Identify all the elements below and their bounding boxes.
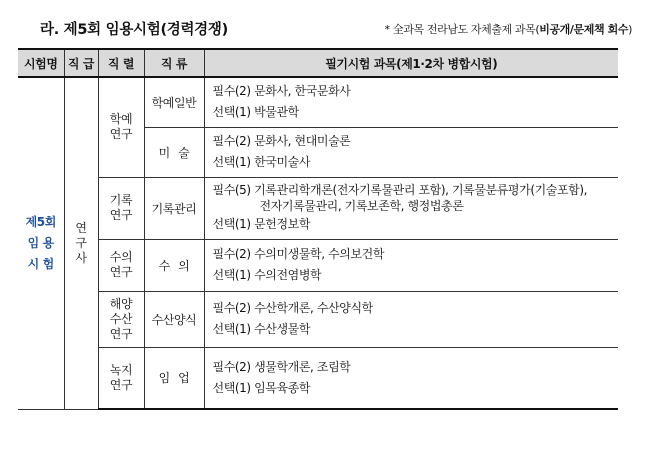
subject-line: 선택(1) 수산생물학 <box>212 322 311 336</box>
subject-line: 선택(1) 수의전염병학 <box>212 268 322 282</box>
subject-line: 전자기록물관리, 기록보존학, 행정법총론 <box>259 198 464 213</box>
table-header-row <box>18 49 618 77</box>
note-suffix: ) <box>628 23 632 36</box>
table-row <box>18 77 618 127</box>
subject-line: 선택(1) 임목육종학 <box>212 380 311 395</box>
subject-line: 필수(2) 수의미생물학, 수의보건학 <box>212 247 385 261</box>
subjects-cell <box>204 77 618 127</box>
grade-char: 연 <box>75 220 87 235</box>
track-cell <box>98 77 144 177</box>
subject-line: 필수(2) 생물학개론, 조림학 <box>212 359 351 374</box>
grade-char: 구 <box>75 235 87 250</box>
subjects-cell <box>204 177 618 239</box>
field-cell: 기록관리 <box>144 177 204 239</box>
field-char: 미 <box>158 145 170 160</box>
section-title: 라. 제5회 임용시험(경력경쟁) <box>40 22 228 38</box>
track-name-line: 연구 <box>109 208 133 222</box>
subjects-cell <box>204 347 618 409</box>
subject-line: 선택(1) 문헌정보학 <box>212 216 311 231</box>
subjects-cell <box>204 239 618 291</box>
exam-name-line: 제5회 <box>25 214 56 229</box>
header-exam-name: 시험명 <box>18 49 64 77</box>
track-name-line: 연구 <box>109 326 133 341</box>
field-char: 업 <box>178 371 190 386</box>
field-cell <box>144 239 204 291</box>
subject-line: 필수(5) 기록관리학개론(전자기록물관리 포함), 기록물분류평가(기술포함), <box>212 182 588 197</box>
subject-line: 필수(2) 문화사, 한국문화사 <box>212 84 351 99</box>
header-subjects: 필기시험 과목(제1·2차 병합시험) <box>204 49 618 77</box>
grade-cell <box>64 77 98 409</box>
track-cell <box>98 177 144 239</box>
track-name-line: 연구 <box>109 127 133 142</box>
track-name-line: 수산 <box>109 311 133 326</box>
note-bold: 비공개/문제책 회수 <box>539 23 629 36</box>
note-prefix: * 全과목 전라남도 자체출제 과목( <box>384 23 540 36</box>
exam-table <box>18 48 618 410</box>
subject-line: 필수(2) 문화사, 현대미술론 <box>212 134 351 148</box>
exam-name-line: 임 용 <box>27 235 54 250</box>
field-char: 수 <box>158 258 170 273</box>
subject-line: 선택(1) 한국미술사 <box>212 155 311 169</box>
track-name-line: 해양 <box>109 296 133 311</box>
header-field: 직 류 <box>144 49 204 77</box>
table-row <box>18 291 618 347</box>
table-row <box>18 347 618 409</box>
field-cell: 학예일반 <box>144 77 204 127</box>
field-char: 임 <box>158 371 170 386</box>
field-cell <box>144 347 204 409</box>
grade-char: 사 <box>75 250 87 265</box>
table-row <box>18 239 618 291</box>
field-cell: 수산양식 <box>144 291 204 347</box>
track-cell <box>98 239 144 291</box>
header-grade: 직 급 <box>64 49 98 77</box>
table-row <box>18 177 618 239</box>
track-name-line: 연구 <box>109 377 133 392</box>
subjects-cell <box>204 291 618 347</box>
exam-name-line: 시 험 <box>27 256 54 271</box>
track-name-line: 연구 <box>109 265 133 279</box>
exam-note <box>385 21 632 37</box>
track-name-line: 녹지 <box>109 362 133 377</box>
track-name-line: 학예 <box>109 112 133 127</box>
subjects-cell <box>204 127 618 177</box>
track-name-line: 수의 <box>109 250 133 264</box>
subject-line: 필수(2) 수산학개론, 수산양식학 <box>212 301 373 315</box>
field-cell <box>144 127 204 177</box>
track-cell <box>98 291 144 347</box>
track-cell <box>98 347 144 409</box>
header-track: 직 렬 <box>98 49 144 77</box>
field-char: 술 <box>178 145 190 160</box>
track-name-line: 기록 <box>109 193 133 207</box>
subject-line: 선택(1) 박물관학 <box>212 105 299 120</box>
exam-name-cell <box>18 77 64 409</box>
field-char: 의 <box>178 258 190 273</box>
